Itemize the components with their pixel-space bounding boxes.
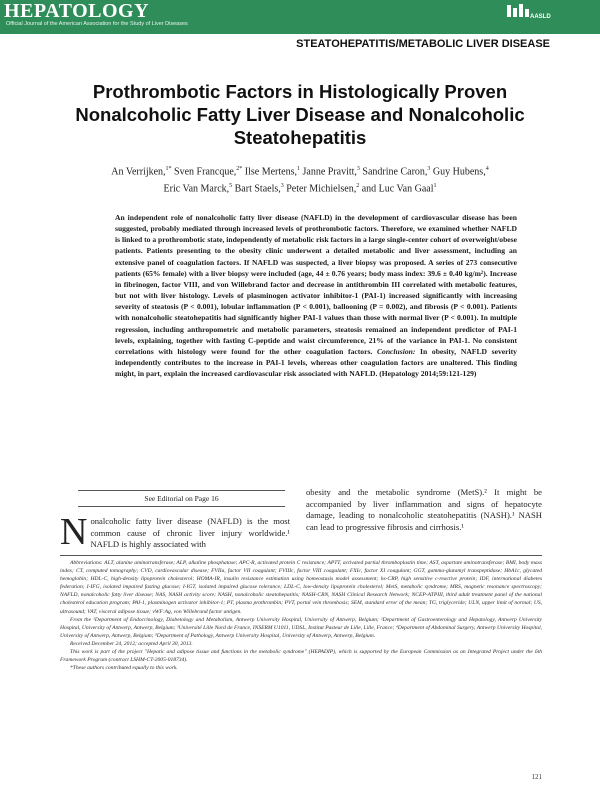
journal-masthead [0, 0, 600, 31]
abstract-conclusion: In obesity, NAFLD severity independently contributes to the increase in PAI-1 levels, whereas other coagulation factors are unaltered. This finding might, in part, explain the increased cardiovascular risk associated with NAFLD. (Hepatology 2014;59:121-129) [115, 346, 517, 379]
author-name: and Luc Van Gaal [359, 183, 434, 195]
article-title: Prothrombotic Factors in Histologically Proven Nonalcoholic Fatty Liver Disease and Nonalcoholic Steatohepatitis [75, 81, 525, 148]
author-name: Janne Pravitt, [299, 166, 357, 178]
author-line-2 [70, 179, 530, 196]
abstract-body: An independent role of nonalcoholic fatty liver disease (NAFLD) in the development of cardiovascular disease has been suggested, probably mediated through increased levels of prothrombotic factors. Therefore, we examined whether NAFLD is linked to a prothrombotic state, independently of metabolic risk factors in a large single-center cohort of overweight/obese patients. Patients presenting to the obesity clinic underwent a detailed metabolic and liver assessment, including an extensive panel of coagulation factors. If NAFLD was suspected, a liver biopsy was proposed. A series of 273 consecutive patients (65% female) with a liver biopsy were included (age, 44 ± 0.76 years; body mass index: 39.6 ± 0.40 kg/m²). Increase in fibrinogen, factor VIII, and von Willebrand factor and decrease in antithrombin III correlated with metabolic features, but not with liver histology. Levels of plasminogen activator inhibitor-1 (PAI-1) increased significantly with increasing severity of steatosis (P < 0.001), lobular inflammation (P < 0.001), ballooning (P = 0.002), and fibrosis (P < 0.001). Patients with nonalcoholic steatohepatitis had significantly higher PAI-1 values than those with normal liver (P < 0.001). In multiple regression, including anthropometric and metabolic parameters, steatosis remained an independent predictor of PAI-1 levels, explaining, together with fasting C-peptide and waist circumference, 21% of the variance in PAI-1. No consistent correlations with histology were found for the other coagulation factors. [115, 213, 518, 356]
footnote-abbreviations: Abbreviations: ALT, alanine aminotransferase; ALP, alkaline phosphatase; APC-R, activated protein C resistance; APTT, activated partial thromboplastin time; AST, aspartate aminotransferase; BMI, body mass index; CT, computed tomography; CVD, cardiovascular disease; FVIIa, factor VII coagulant; FVIIIc, factor VIII coagulant; FXIc, factor XI coagulant; GGT, gamma-glutamyl transpeptidase; HbA1c, glycated hemoglobin; HDL-C, high-density lipoprotein cholesterol; HOMA-IR, insulin resistance estimation using homeostasis model assessment; hs-CRP, high sensitive c-reactive protein; IDF, international diabetes federation; I-IFG, isolated impaired fasting glucose; I-IGT, isolated impaired glucose tolerance; LDL-C, low-density lipoprotein cholesterol; MetS, metabolic syndrome; MRS, magnetic resonance spectroscopy; NAFLD, nonalcoholic fatty liver disease; NAS, NASH activity score; NASH, nonalcoholic steatohepatitis; NASH-CRN, NASH Clinical Research Network; NCEP-ATPIII, third adult treatment panel of the national cholesterol education program; PAI-1, plasminogen activator inhibitor-1; PT, plasma prothrombin; PVT, portal vein thrombosis; SEM, standard error of the mean; TG, triglyceride; ULN, upper limit of normal; US, ultrasound; VAT, visceral adipose tissue; vWF:Ag, von Willebrand factor antigen. [60, 560, 542, 615]
journal-name: HEPATOLOGY [4, 0, 150, 22]
abstract [115, 212, 517, 379]
author-affiliation-mark: 3 [427, 166, 431, 172]
author-name: Bart Staels, [232, 183, 281, 195]
author-affiliation-mark: 1 [433, 183, 437, 190]
author-name: Sven Francque, [171, 166, 237, 178]
footnote-affiliations: From the ¹Department of Endocrinology, Diabetology and Metabolism, Antwerp University Hospital, University of Antwerp, Belgium; ²Department of Gastroenterology and Hepatology, Antwerp University Hospital, University of Antwerp, Antwerp, Belgium; ³Université Lille Nord de France, INSERM U1011, UDSL, Institut Pasteur de Lille, Lille, France; ⁴Department of Abdominal Surgery, Antwerp University Hospital, University of Antwerp, Antwerp, Belgium; ⁵Department of Pathology, Antwerp University Hospital, University of Antwerp, Antwerp, Belgium. [60, 616, 542, 639]
author-name: Ilse Mertens, [242, 166, 297, 178]
intro-right-column: obesity and the metabolic syndrome (MetS).² It might be accompanied by liver inflammation and signs of hepatocyte damage, leading to nonalcoholic steatohepatitis (NASH).¹ NASH can lead to progressive fibrosis and cirrhosis.¹ [306, 487, 542, 532]
author-name: Eric Van Marck, [163, 183, 230, 195]
footnotes [60, 559, 542, 672]
page-number: 121 [531, 773, 542, 781]
author-name: Peter Michielsen, [283, 183, 357, 195]
journal-subtitle: Official Journal of the American Association for the Study of Liver Diseases [6, 21, 188, 27]
abstract-conclusion-label: Conclusion: [376, 346, 416, 356]
author-affiliation-mark: 2 [356, 183, 360, 190]
author-affiliation-mark: 2* [236, 166, 243, 172]
author-list [70, 162, 530, 197]
author-affiliation-mark: 5 [229, 183, 233, 190]
intro-left-column [60, 511, 290, 553]
section-label: STEATOHEPATITIS/METABOLIC LIVER DISEASE [296, 38, 550, 50]
editorial-note: See Editorial on Page 16 [78, 490, 285, 507]
author-affiliation-mark: 1 [296, 166, 300, 172]
intro-text-left: onalcoholic fatty liver disease (NAFLD) is the most common cause of chronic liver injury worldwide.¹ NAFLD is highly associated with [90, 516, 290, 550]
masthead-rule [0, 31, 600, 34]
aasld-logo-text: AASLD [530, 14, 551, 20]
footnote-equal-contribution: *These authors contributed equally to this work. [70, 665, 178, 672]
author-affiliation-mark: 3 [280, 183, 284, 190]
author-name: Sandrine Caron, [359, 166, 428, 178]
footnote-funding: This work is part of the project "Hepatic and adipose tissue and functions in the metabolic syndrome" (HEPADIP), which is supported by the European Commission as an Integrated Project under the 6th Framework Program (contract LSHM-CT-2005-018734). [60, 649, 542, 664]
drop-cap: N [60, 511, 88, 553]
author-name: An Verrijken, [111, 166, 166, 178]
author-affiliation-mark: 1* [165, 166, 172, 172]
footnote-divider [60, 555, 542, 556]
author-affiliation-mark: 4 [485, 166, 489, 172]
footnote-received: Received December 24, 2012; accepted April 30, 2013. [70, 640, 193, 647]
author-affiliation-mark: 3 [356, 166, 360, 172]
author-name: Guy Hubens, [430, 166, 486, 178]
author-line-1 [70, 162, 530, 179]
